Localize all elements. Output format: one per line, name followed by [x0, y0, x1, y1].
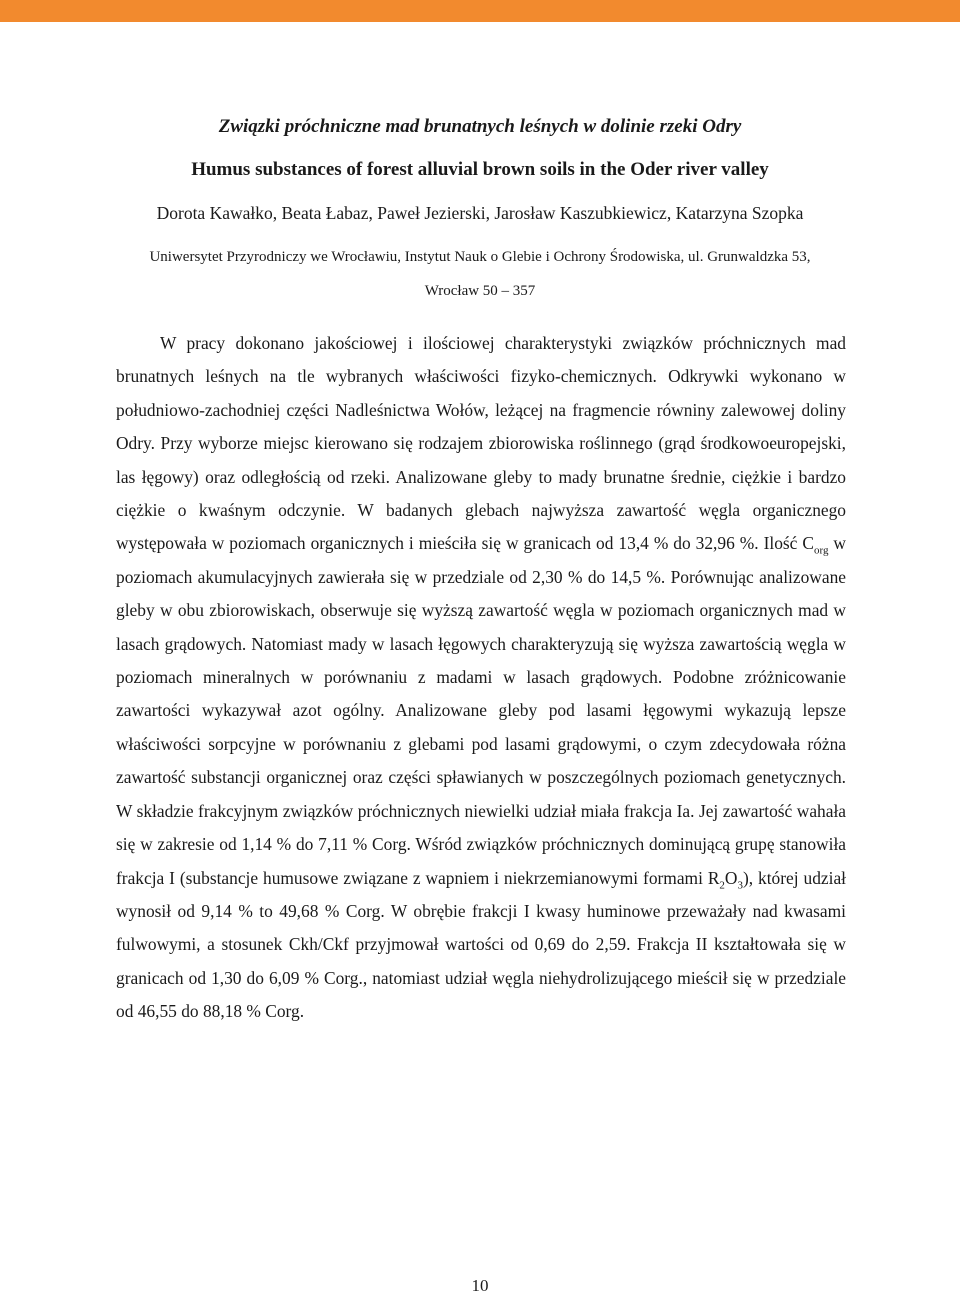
- subscript-2: 2: [719, 878, 725, 891]
- abstract-paragraph: [116, 327, 846, 1029]
- title-polish: Związki próchniczne mad brunatnych leśnych w dolinie rzeki Odry: [218, 116, 742, 137]
- subscript-3: 3: [737, 878, 743, 891]
- page-number: 10: [471, 1276, 489, 1295]
- abstract-text-3: O: [724, 867, 738, 888]
- title-english: Humus substances of forest alluvial brown soils in the Oder river valley: [191, 159, 769, 180]
- top-accent-bar: [0, 0, 960, 22]
- affiliation-line-2: Wrocław 50 – 357: [424, 283, 536, 299]
- authors: Dorota Kawałko, Beata Łabaz, Paweł Jezierski, Jarosław Kaszubkiewicz, Katarzyna Szopka: [156, 203, 804, 223]
- affiliation: [110, 240, 850, 308]
- subscript-org: org: [813, 544, 829, 557]
- abstract-text-1: W pracy dokonano jakościowej i ilościowej charakterystyki związków próchnicznych mad brunatnych leśnych na tle wybranych właściwości fizyko-chemicznych. Odkrywki wykonano w południowo-zachodniej części Nadleśnictwa Wołów, leżącej na fragmencie równiny zalewowej doliny Odry. Przy wyborze miejsc kierowano się rodzajem zbiorowiska roślinnego (grąd środkowoeuropejski, las łęgowy) oraz odległością od rzeki. Analizowane gleby to mady brunatne średnie, ciężkie i bardzo ciężkie o kwaśnym odczynie. W badanych glebach najwyższa zawartość węgla organicznego występowała w poziomach organicznych i mieściła się w granicach od 13,4 % do 32,96 %. Ilość C: [116, 333, 846, 554]
- abstract-text-2: w poziomach akumulacyjnych zawierała się w przedziale od 2,30 % do 14,5 %. Porównując analizowane gleby w obu zbiorowiskach, obserwuje się wyższą zawartość węgla w poziomach organicznych mad w lasach grądowych. Natomiast mady w lasach łęgowych charakteryzują się wyższa zawartością węgla w poziomach mineralnych w porównaniu z madami w lasach grądowych. Podobne zróżnicowanie zawartości wykazywał azot ogólny. Analizowane gleby pod lasami łęgowymi wykazują lepsze właściwości sorpcyjne w porównaniu z glebami pod lasami grądowymi, o czym zdecydowała różna zawartość substancji organicznej oraz części spławianych w poszczególnych poziomach genetycznych. W składzie frakcyjnym związków próchnicznych niewielki udział miała frakcja Ia. Jej zawartość wahała się w zakresie od 1,14 % do 7,11 % Corg. Wśród związków próchnicznych dominującą grupę stanowiła frakcja I (substancje humusowe związane z wapniem i niekrzemianowymi formami R: [116, 533, 846, 888]
- affiliation-line-1: Uniwersytet Przyrodniczy we Wrocławiu, Instytut Nauk o Glebie i Ochrony Środowiska, ul. Grunwaldzka 53,: [149, 249, 811, 265]
- abstract-text-4: ), której udział wynosił od 9,14 % to 49,68 % Corg. W obrębie frakcji I kwasy huminowe przeważały nad kwasami fulwowymi, a stosunek Ckh/Ckf przyjmował wartości od 0,69 do 2,59. Frakcja II kształtowała się w granicach od 1,30 do 6,09 % Corg., natomiast udział węgla niehydrolizującego mieścił się w przedziale od 46,55 do 88,18 % Corg.: [116, 867, 846, 1022]
